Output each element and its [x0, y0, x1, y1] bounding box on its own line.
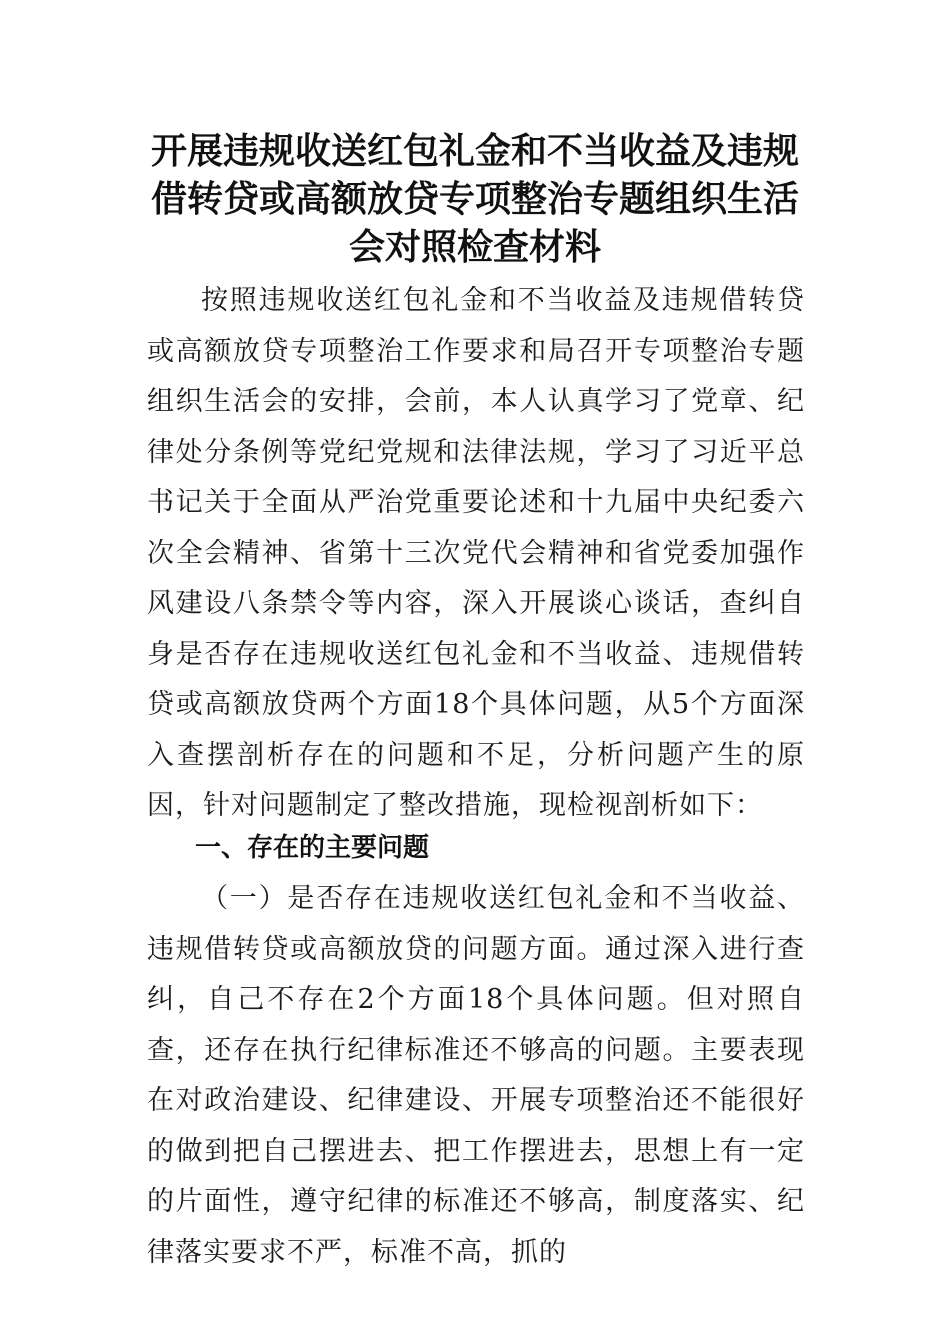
- title-line-1: 开展违规收送红包礼金和不当收益及违规: [150, 131, 799, 172]
- title-line-3: 会对照检查材料: [348, 227, 601, 268]
- document-title: [145, 128, 805, 272]
- title-line-2: 借转贷或高额放贷专项整治专题组织生活: [150, 179, 799, 220]
- section-heading: 一、存在的主要问题: [195, 833, 430, 863]
- intro-paragraph: 按照违规收送红包礼金和不当收益及违规借转贷或高额放贷专项整治工作要求和局召开专项整治专题组织生活会的安排，会前，本人认真学习了党章、纪律处分条例等党纪党规和法律法规，学习了习近平总书记关于全面从严治党重要论述和十九届中央纪委六次全会精神、省第十三次党代会精神和省党委加强作风建设八条禁令等内容，深入开展谈心谈话，查纠自身是否存在违规收送红包礼金和不当收益、违规借转贷或高额放贷两个方面18个具体问题，从5个方面深入查摆剖析存在的问题和不足，分析问题产生的原因，针对问题制定了整改措施，现检视剖析如下：: [147, 285, 805, 821]
- section-paragraph: （一）是否存在违规收送红包礼金和不当收益、违规借转贷或高额放贷的问题方面。通过深入进行查纠，自己不存在2个方面18个具体问题。但对照自查，还存在执行纪律标准还不够高的问题。主要表现在对政治建设、纪律建设、开展专项整治还不能很好的做到把自己摆进去、把工作摆进去，思想上有一定的片面性，遵守纪律的标准还不够高，制度落实、纪律落实要求不严，标准不高，抓的: [147, 883, 805, 1268]
